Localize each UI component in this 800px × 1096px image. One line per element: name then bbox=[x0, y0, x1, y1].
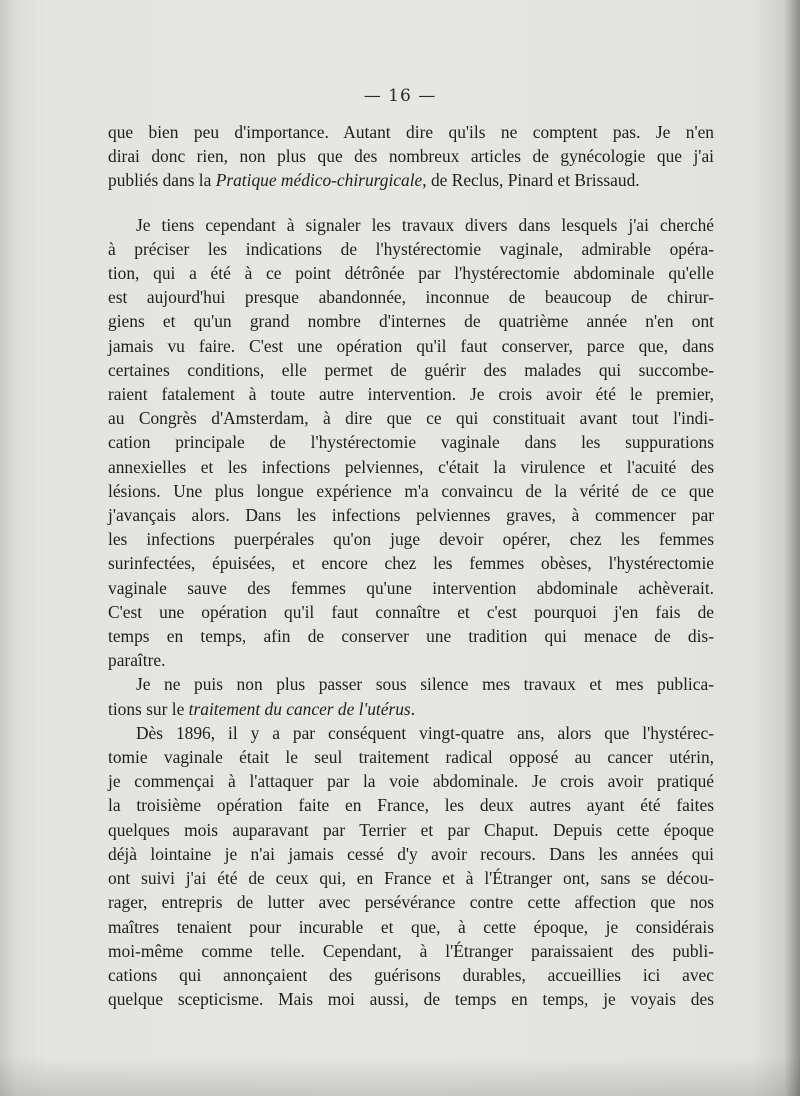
paragraph-line bbox=[108, 672, 714, 696]
paragraph-line: surinfectées, épuisées, et encore chez les femmes obèses, l'hystérectomie bbox=[108, 553, 714, 574]
paragraph-line: jamais vu faire. C'est une opération qu'il faut conserver, parce que, dans bbox=[108, 335, 714, 356]
paragraph-line: que bien peu d'importance. Autant dire qu'ils ne comptent pas. Je n'en bbox=[108, 122, 714, 142]
paragraph-line: paraître. bbox=[108, 650, 166, 671]
paragraph-line: déjà lointaine je n'ai jamais cessé d'y avoir recours. Dans les années qui bbox=[108, 843, 714, 864]
paragraph-line: raient fatalement à toute autre intervention. Je crois avoir été le premier, bbox=[108, 384, 714, 405]
paragraph-line: la troisième opération faite en France, les deux autres ayant été faites bbox=[108, 795, 714, 816]
paragraph-line: certaines conditions, elle permet de guérir des malades qui succombe- bbox=[108, 359, 714, 380]
paragraph-line: maîtres tenaient pour incurable et que, à cette époque, je considérais bbox=[108, 916, 714, 937]
text-run: . bbox=[410, 698, 416, 719]
paragraph-line bbox=[108, 697, 714, 721]
paragraph-line: cation principale de l'hystérectomie vaginale dans les suppurations bbox=[108, 432, 714, 453]
paragraph-line: C'est une opération qu'il faut connaître et c'est pourquoi j'en fais de bbox=[108, 601, 714, 622]
paragraph-line: quelque scepticisme. Mais moi aussi, de temps en temps, je voyais des bbox=[108, 989, 714, 1010]
body-text bbox=[108, 120, 714, 1011]
paragraph-line: je commençai à l'attaquer par la voie abdominale. Je crois avoir pratiqué bbox=[108, 771, 714, 792]
journal-title: Pratique médico-chirurgicale bbox=[215, 170, 423, 191]
paragraph-line: ont suivi j'ai été de ceux qui, en France et à l'Étranger ont, sans se décou- bbox=[108, 868, 714, 889]
paragraph-line: cations qui annonçaient des guérisons durables, accueillies ici avec bbox=[108, 964, 714, 985]
text-run: publiés dans la bbox=[108, 170, 216, 191]
paragraph-line: quelques mois auparavant par Terrier et par Chaput. Depuis cette époque bbox=[108, 819, 714, 840]
paragraph-line: à préciser les indications de l'hystérectomie vaginale, admirable opéra- bbox=[108, 238, 714, 259]
paragraph-line: temps en temps, afin de conserver une tradition qui menace de dis- bbox=[108, 626, 714, 647]
paragraph-line: rager, entrepris de lutter avec persévérance contre cette affection que nos bbox=[108, 892, 714, 913]
text-run: , de Reclus, Pinard et Brissaud. bbox=[422, 170, 640, 191]
paragraph-line: tion, qui a été à ce point détrônée par l'hystérectomie abdominale qu'elle bbox=[108, 263, 714, 284]
paragraph-line bbox=[108, 213, 714, 237]
paragraph-line: vaginale sauve des femmes qu'une intervention abdominale achèverait. bbox=[108, 577, 714, 598]
topic-title: traitement du cancer de l'utérus bbox=[188, 698, 411, 719]
text-run: Dès 1896, il y a par conséquent vingt-quatre ans, alors que l'hystérec- bbox=[136, 722, 714, 743]
page-number: — 16 — bbox=[363, 86, 437, 106]
text-run: tions sur le bbox=[108, 698, 189, 719]
paragraph-line: giens et qu'un grand nombre d'internes de quatrième année n'en ont bbox=[108, 311, 714, 332]
paragraph-line: moi-même comme telle. Cependant, à l'Étranger paraissaient des publi- bbox=[108, 940, 714, 961]
paragraph-line: les infections puerpérales qu'on juge devoir opérer, chez les femmes bbox=[108, 529, 714, 550]
paragraph-line: dirai donc rien, non plus que des nombreux articles de gynécologie que j'ai bbox=[108, 146, 714, 167]
paragraph-line: au Congrès d'Amsterdam, à dire que ce qui constituait avant tout l'indi- bbox=[108, 408, 714, 429]
paragraph-line: lésions. Une plus longue expérience m'a convaincu de la vérité de ce que bbox=[108, 480, 714, 501]
text-run: Je ne puis non plus passer sous silence mes travaux et mes publica- bbox=[136, 674, 714, 695]
paragraph-line: annexielles et les infections pelviennes, c'était la virulence et l'acuité des bbox=[108, 456, 714, 477]
paragraph-line: j'avançais alors. Dans les infections pelviennes graves, à commencer par bbox=[108, 505, 714, 526]
paragraph-line: tomie vaginale était le seul traitement radical opposé au cancer utérin, bbox=[108, 747, 714, 768]
text-run: Je tiens cependant à signaler les travaux divers dans lesquels j'ai cherché bbox=[136, 214, 714, 235]
page-edge-shadow bbox=[0, 1056, 800, 1096]
paragraph-line bbox=[108, 721, 714, 745]
paragraph-line bbox=[108, 168, 714, 192]
paragraph-line: est aujourd'hui presque abandonnée, inconnue de beaucoup de chirur- bbox=[108, 287, 714, 308]
